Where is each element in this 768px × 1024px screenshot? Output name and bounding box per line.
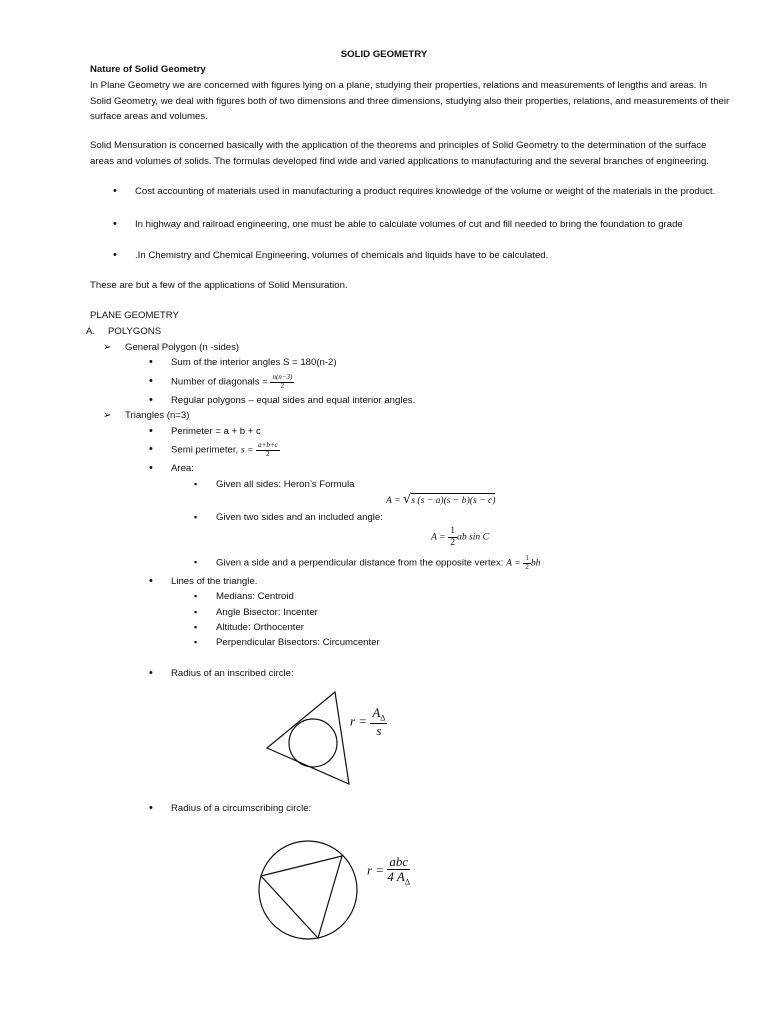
- plane-geometry-heading: PLANE GEOMETRY: [90, 310, 179, 321]
- nature-paragraph-2: Solid Mensuration is concerned basically with the application of the theorems and principles of Solid Geometry to the determination of the surface areas and volumes of solids. The formulas developed find wide and varied applications to manufacturing and the several branches of engineering.: [90, 140, 709, 167]
- bh-rhs: bh: [530, 557, 541, 569]
- nature-heading: Nature of Solid Geometry: [90, 64, 206, 75]
- semi-perimeter-label: Semi perimeter,: [171, 444, 241, 456]
- herons-lhs: A =: [386, 495, 403, 506]
- section-a-heading: POLYGONS: [108, 326, 162, 337]
- herons-formula-item: ▪ Given all sides: Heron’s Formula: [216, 477, 354, 493]
- general-polygon-label: ➢ General Polygon (n -sides): [125, 340, 239, 356]
- diagonals-denominator: 2: [280, 381, 285, 390]
- inscribed-numerator: [370, 706, 387, 724]
- application-bullet-1: • Cost accounting of materials used in manufacturing a product requires knowledge of the volume or weight of the materials in the product.: [135, 184, 725, 200]
- circum-fraction: [387, 855, 410, 888]
- sas-rhs: ab sin C: [457, 531, 490, 543]
- diagonals-fraction: [270, 374, 294, 390]
- sas-fraction: [448, 526, 457, 548]
- inscribed-num-main: A: [372, 705, 381, 720]
- circumscribing-circle-figure: [256, 838, 360, 942]
- circum-numerator: abc: [389, 854, 409, 869]
- sas-area-item: ▪ Given two sides and an included angle:: [216, 510, 383, 526]
- angle-bisector-item: ▪ Angle Bisector: Incenter: [216, 605, 318, 621]
- medians-item: ▪ Medians: Centroid: [216, 589, 294, 605]
- circum-den-sub: Δ: [404, 877, 411, 887]
- semi-perimeter-item: [171, 442, 280, 458]
- herons-radicand: s (s − a)(s − b)(s − c): [411, 495, 496, 506]
- circum-den-main: 4 A: [387, 869, 405, 885]
- base-height-area-item: [216, 555, 540, 571]
- bh-lhs: A =: [506, 557, 521, 569]
- inscribed-denominator: s: [376, 723, 382, 739]
- bh-numerator: 1: [525, 554, 529, 562]
- circumscribing-circle-item: • Radius of a circumscribing circle:: [171, 801, 311, 817]
- inscribed-fraction: [370, 706, 387, 739]
- sas-numerator: 1: [450, 525, 456, 536]
- sas-denominator: 2: [450, 536, 456, 548]
- triangles-label: ➢ Triangles (n=3): [125, 408, 189, 424]
- diagonals-label: Number of diagonals =: [171, 376, 271, 388]
- inscribed-circle: [289, 719, 337, 767]
- closing-sentence: These are but a few of the applications of Solid Mensuration.: [90, 280, 348, 291]
- diagonals-item: [171, 374, 294, 390]
- circumscribing-radius-formula: [367, 855, 410, 888]
- diagonals-numerator: n(n−3): [272, 373, 293, 381]
- perpendicular-bisector-item: ▪ Perpendicular Bisectors: Circumcenter: [216, 635, 380, 651]
- semi-perimeter-numerator: a+b+c: [258, 441, 278, 449]
- inscribed-lhs: r =: [350, 713, 368, 729]
- circum-denominator: [387, 870, 410, 887]
- page-title: SOLID GEOMETRY: [340, 49, 428, 60]
- section-a-marker: A.: [86, 326, 96, 337]
- area-item: • Area:: [171, 461, 194, 477]
- base-height-label: Given a side and a perpendicular distance from the opposite vertex:: [216, 557, 507, 569]
- interior-angles-item: • Sum of the interior angles S = 180(n-2): [171, 355, 337, 371]
- circumscribed-triangle: [261, 856, 342, 938]
- altitude-item: ▪ Altitude: Orthocenter: [216, 620, 304, 636]
- sas-lhs: A =: [431, 531, 446, 543]
- inscribed-circle-figure: [262, 690, 362, 790]
- bh-denominator: 2: [525, 562, 529, 571]
- nature-paragraph-1: In Plane Geometry we are concerned with figures lying on a plane, studying their properties, relations and measurements of lengths and areas. In Solid Geometry, we deal with figures both of two dimensions and three dimensions, studying also their properties, relations, and measurements of their surface areas and volumes.: [90, 80, 730, 123]
- circum-lhs: r =: [367, 862, 385, 878]
- application-bullet-2: • In highway and railroad engineering, one must be able to calculate volumes of cut and fill needed to bring the foundation to grade: [135, 217, 725, 233]
- bh-fraction: [523, 555, 531, 571]
- perimeter-item: • Perimeter = a + b + c: [171, 424, 261, 440]
- semi-perimeter-denominator: 2: [266, 449, 270, 458]
- semi-perimeter-fraction: [256, 442, 280, 458]
- application-bullet-3: • .In Chemistry and Chemical Engineering, volumes of chemicals and liquids have to be calculated.: [135, 248, 725, 264]
- lines-of-triangle-item: • Lines of the triangle.: [171, 574, 257, 590]
- inscribed-num-sub: Δ: [380, 713, 386, 723]
- regular-polygon-item: • Regular polygons – equal sides and equal interior angles.: [171, 393, 415, 409]
- inscribed-circle-item: • Radius of an inscribed circle:: [171, 666, 294, 682]
- inscribed-radius-formula: [350, 706, 387, 739]
- sqrt-symbol: √: [402, 492, 412, 507]
- herons-formula: [386, 492, 495, 509]
- sas-area-formula: [431, 526, 489, 548]
- semi-perimeter-lhs: s =: [240, 444, 254, 456]
